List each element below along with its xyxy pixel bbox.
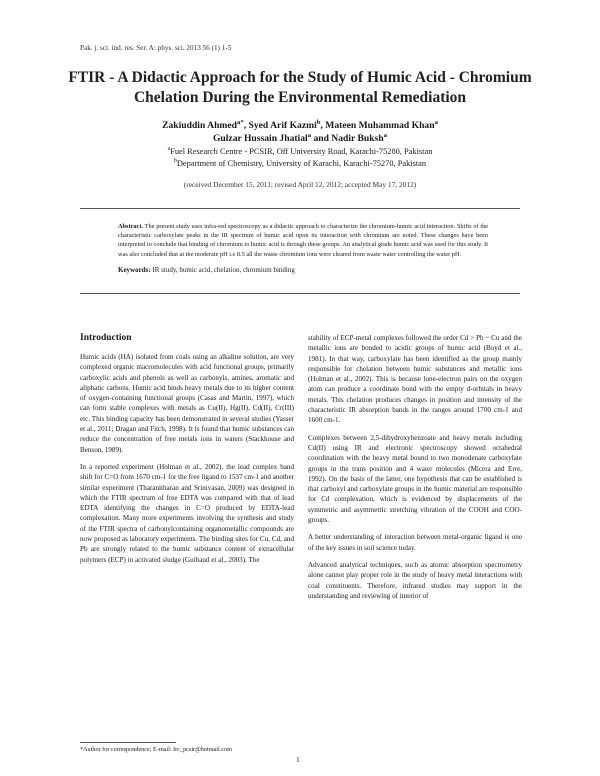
author-name: , Mateen Muhammad Khan [320,120,435,131]
received-dates: (received December 15, 2011; revised April 12, 2012; accepted May 17, 2012) [183,180,417,189]
affiliation-marker: b [173,158,177,165]
right-column [308,333,522,608]
body-paragraph: Humic acids (HA) isolated from coals using an alkaline solution, are very complexed organic macromolecules with acid functional groups, primarily carboxylic acids and phenols as well as carbonyls, amines, aromatic and aliphatic carbons. Humic acid binds heavy metals due to its higher content of oxygen-containing functional groups (Casas and Martin, 1997), which can form stable complexes with metals as Cu(II), Hg(II), Cd(II), Cr(III) etc. This binding capacity has been demonstrated in several studies (Yasser et al., 2011; Dragan and Fitch, 1998). It is found that humic substances can reduce the concentration of free metals ions in waters (Stackhouse and Benson, 1989). [80,353,294,454]
keywords-label: Keywords: [118,266,151,274]
body-paragraph: Complexes between 2,5-dihydroxybenzoate and heavy metals including Cd(II) using IR and electronic spectroscopy showed octahedral coordination with the heavy metal bound to two monodenate carboxylate groups in the trans position and 4 water molecules (Micera and Erre, 1992). On the basis of the latter, one hypothesis that can be established is that carboxyl and carboxylate groups in the humic material are responsible for Cd complexation, which is evidenced by displacements of the symmetric and asymmetric stretching vibration of the COOH and COO- groups. [308,433,522,525]
affiliation-mark: a [237,118,241,126]
affiliation-marker: a [167,146,171,153]
abstract [118,222,488,259]
section-heading-introduction: Introduction [80,333,132,343]
affiliation-mark: a [434,118,438,126]
body-paragraph: stability of ECP-metal complexes followed the order Cd > Pb ~ Cu and the metallic ions are bonded to acidic groups of humic acid (Boyd et al., 1981). In that way, carboxylate has been identified as the group mainly responsible for chelation between humic substances and metallic ions (Holman et al., 2002). This is because lone-electron pairs on the oxygen atom can produce a coordinate bond with the empty d-orbitals in heavy metals. This chelation produces changes in position and intensity of the characteristic IR absorption bands in the ranges around 1700 cm-1 and 1600 cm-1. [308,334,522,425]
affiliation-mark: a [383,131,388,139]
author-list [90,119,510,145]
left-column [80,352,294,572]
corresponding-footnote: *Author for correspondence; E-mail: frc_pcsir@hotmail.com [80,746,232,753]
author-name: Zakiuddin Ahmed [162,120,238,131]
body-paragraph: Advanced analytical techniques, such as atomic absorption spectrometry alone cannot play proper role in the study of heavy metal interactions with coal constituents. Therefore, infrared studies may support in the understanding and reviewing of interior of [308,560,522,600]
affiliation-text: Fuel Research Centre - PCSIR, Off University Road, Karachi-75280, Pakistan [170,147,433,156]
keywords-text: IR study, humic acid, chelation, chromium binding [152,266,295,274]
author-name: and Nadir Buksh [311,133,384,144]
abstract-body: The present study uses infra-red spectroscopy as a didactic approach to characterize the chromium-humic acid interaction. Shifts of the characteristic carboxylate peaks in the IR spectrum of humic acid upon its interaction with chromium are noted. These changes have been interpreted to conclude that binding of chromium to humic acid is through these groups. An analytical grade humic acid was used for this study. It was also concluded that at the moderate pH i.e 8.5 all the waste chromium ions were cleared from waste water controlling the water pH. [118,223,489,258]
affiliation-a [90,146,510,158]
body-paragraph: A better understanding of interaction between metal-organic ligand is one of the key issues in soil science today. [308,533,522,552]
corresponding-mark: * [240,118,244,126]
body-paragraph: In a reported experiment (Holman et al., 2002), the lead complex band shift for C=O from 1670 cm-1 for the free ligand to 1537 cm-1 and another similar experiment (Tharanitharan and Srinivasan, 2009) was designed in which the FTIR spectrum of free EDTA was compared with that of lead EDTA identifying the changes in C=O produced by EDTA-lead complexation. Many more experiments involving the synthesis and study of the FTIR spectra of carbonylcontaining organometallic compounds are now proposed as laboratory experiments. The binding sites for Cu, Cd, and Pb are strongly related to the humic substance content of extracellular polymers (ECP) in activated sludge (Guibaud et al., 2003). The [80,462,294,564]
affiliation-mark: b [316,118,321,126]
journal-reference: Pak. j. sci. ind. res. Ser. A: phys. sci. 2013 56 (1) 1-5 [80,44,232,52]
affiliation-b [90,158,510,170]
keywords [118,266,488,274]
affiliations [90,146,510,170]
footnote-rule [80,742,176,743]
affiliation-mark: a [307,131,312,139]
page-number: 1 [296,755,300,764]
author-name: , Syed Arif Kazmi [243,120,317,131]
paper-title: FTIR - A Didactic Approach for the Study of Humic Acid - Chromium Chelation During the Environmental Remediation [68,69,532,106]
affiliation-text: Department of Chemistry, University of Karachi, Karachi-75270, Pakistan [176,159,427,168]
author-name: Gulzar Hussain Jhatial [212,133,308,144]
abstract-label: Abstract. [118,223,144,230]
